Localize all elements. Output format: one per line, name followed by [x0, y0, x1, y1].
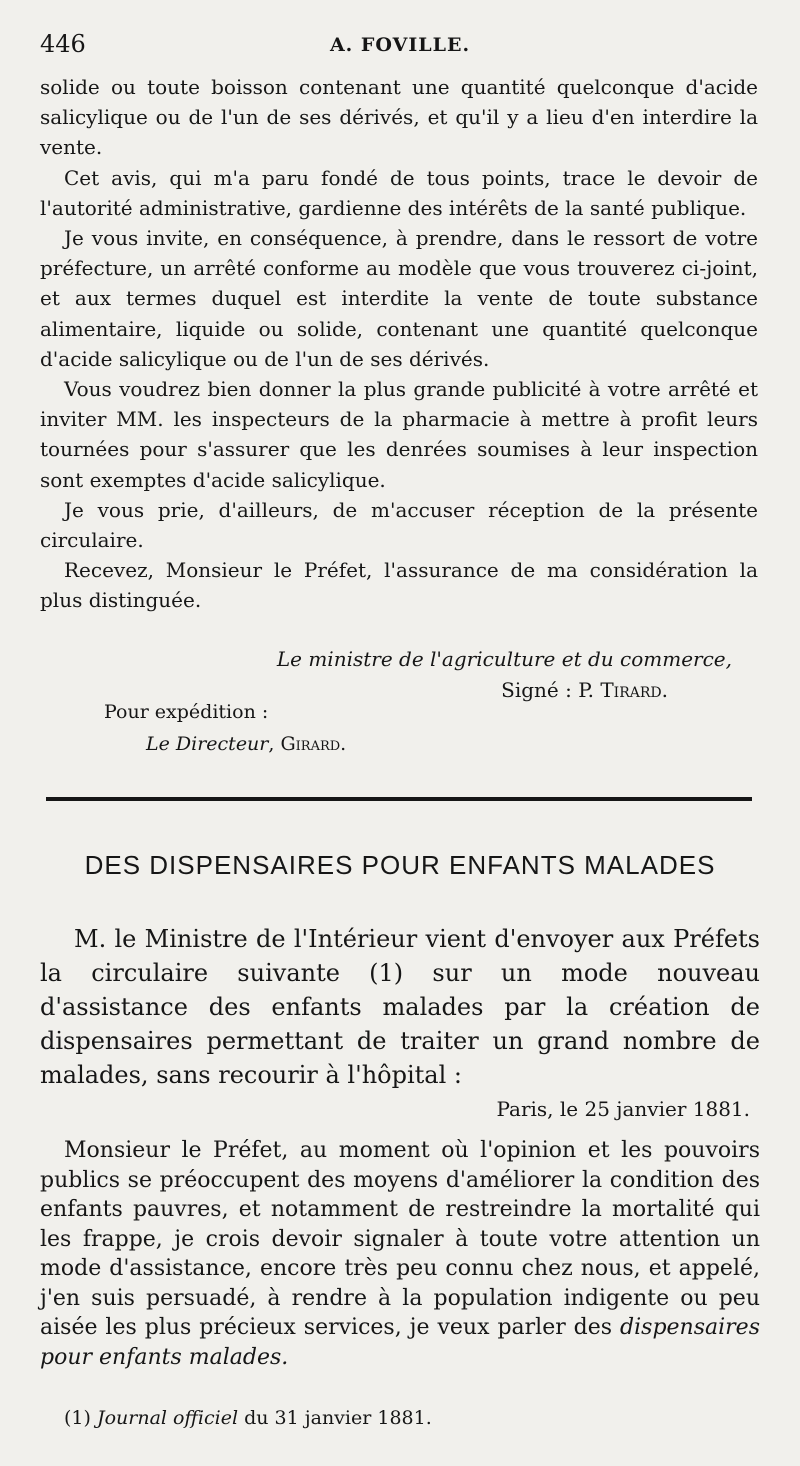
expedition-signatory: Le Directeur, Girard.: [146, 733, 347, 755]
article-body: [40, 922, 760, 1372]
circular-date: Paris, le 25 janvier 1881.: [496, 1097, 750, 1121]
article-title: DES DISPENSAIRES POUR ENFANTS MALADES: [84, 850, 716, 880]
running-head: A. FOVILLE.: [329, 34, 471, 56]
signature-name: Tirard.: [600, 678, 668, 702]
article-paragraph: [40, 1136, 760, 1372]
letter-paragraph: Je vous invite, en conséquence, à prendre, dans le ressort de votre préfecture, un arrêté conforme au modèle que vous trouverez ci-joint, et aux termes duquel est interdite la vente de toute substance alimentaire, liquide ou solide, contenant une quantité quelconque d'acide salicylique ou de l'un de ses dérivés.: [40, 226, 758, 371]
article-intro: M. le Ministre de l'Intérieur vient d'envoyer aux Préfets la circulaire suivante (1) sur un mode nouveau d'assistance des enfants malades par la création de dispensaires permettant de traiter un grand nombre de malades, sans recourir à l'hôpital :: [40, 925, 760, 1089]
letter-paragraph: Vous voudrez bien donner la plus grande publicité à votre arrêté et inviter MM. les inspecteurs de la pharmacie à mettre à profit leurs tournées pour s'assurer que les denrées soumises à leur inspection sont exemptes d'acide salicylique.: [40, 377, 758, 492]
director-name: Girard.: [280, 733, 347, 755]
footnote: [64, 1405, 432, 1431]
expedition-label: Pour expédition :: [104, 701, 269, 723]
signature-title: Le ministre de l'agriculture et du commerce,: [276, 647, 732, 671]
section-divider: [46, 797, 752, 801]
letter-paragraph: Je vous prie, d'ailleurs, de m'accuser réception de la présente circulaire.: [40, 497, 758, 553]
signature-prefix: Signé : P.: [501, 678, 601, 702]
paragraph-text: Monsieur le Préfet, au moment où l'opinion et les pouvoirs publics se préoccupent des moyens d'améliorer la condition des enfants pauvres, et notamment de restreindre la mortalité qui les frappe, je crois devoir signaler à toute votre attention un mode d'assistance, encore très peu connu chez nous, et appelé, j'en suis persuadé, à rendre à la population indigente ou peu aisée les plus précieux services, je veux parler des: [40, 1138, 760, 1340]
circular-letter-continuation: [40, 72, 758, 616]
footnote-source: Journal officiel: [96, 1407, 239, 1429]
letter-paragraph: Recevez, Monsieur le Préfet, l'assurance de ma considération la plus distinguée.: [40, 558, 758, 613]
letter-paragraph: Cet avis, qui m'a paru fondé de tous points, trace le devoir de l'autorité administrative, gardienne des intérêts de la santé publique.: [40, 165, 758, 220]
letter-paragraph: solide ou toute boisson contenant une quantité quelconque d'acide salicylique ou de l'un de ses dérivés, et qu'il y a lieu d'en interdire la vente.: [40, 75, 758, 160]
footnote-marker: (1): [64, 1407, 97, 1429]
page-header: [40, 26, 760, 62]
paragraph-emphasis: dispensaires pour enfants malades.: [40, 1315, 760, 1370]
footnote-text: du 31 janvier 1881.: [238, 1407, 432, 1429]
page-number: 446: [40, 30, 86, 58]
director-title: Le Directeur: [146, 733, 269, 755]
expedition-block: [104, 696, 346, 760]
